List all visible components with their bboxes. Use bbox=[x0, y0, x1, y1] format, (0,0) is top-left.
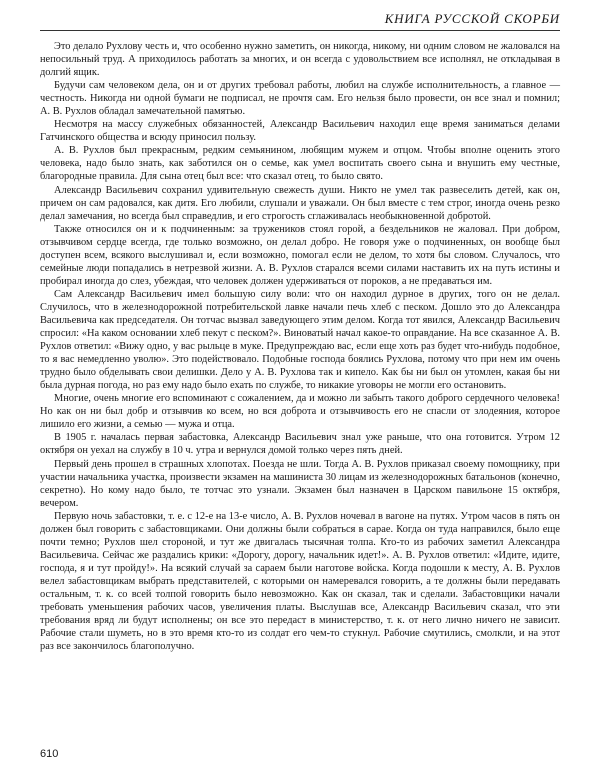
body-text bbox=[40, 40, 560, 653]
paragraph: Александр Васильевич сохранил удивительную свежесть души. Никто не умел так развеселить детей, как он, причем он сам радовался, как дитя. Его любили, слушали и уважали. Он был вместе с тем строг, иногда очень резко делал замечания, но всегда был справедлив, и его строгость сглаживалась необыкновенной добротой. bbox=[40, 184, 560, 222]
paragraph: Первый день прошел в страшных хлопотах. Поезда не шли. Тогда А. В. Рухлов приказал своему помощнику, при участии начальника участка, произвести экзамен на машиниста 30 лицам из железнодорожных батальонов (конечно, секретно). Но кому надо было, те тотчас это узнали. Экзамен был назначен в Царском павильоне 15 октября, вечером. bbox=[40, 458, 560, 509]
paragraph: В 1905 г. началась первая забастовка, Александр Васильевич знал уже раньше, что она готовится. Утром 12 октября он уехал на службу в 10 ч. утра и вернулся домой только через пять дней. bbox=[40, 432, 560, 457]
page-number: 610 bbox=[40, 748, 59, 760]
paragraph: Будучи сам человеком дела, он и от других требовал работы, любил на службе исполнительность, а главное — честность. Никогда ни одной бумаги не подписал, не прочтя сам. Его нельзя было провести, он все знал и помнил; А. В. Рухлов обладал замечательной памятью. bbox=[40, 80, 560, 118]
paragraph: Это делало Рухлову честь и, что особенно нужно заметить, он никогда, никому, ни одним словом не жаловался на непосильный труд. А приходилось работать за многих, и он всегда с удовольствием все исполнял, не откладывая в долгий ящик. bbox=[40, 41, 560, 79]
paragraph: Также относился он и к подчиненным: за тружеников стоял горой, а бездельников не жаловал. При добром, отзывчивом сердце всегда, где только возможно, он делал добро. Не говоря уже о подчиненных, он вообще был доступен всем, всякого выслушивал и, если возможно, помогал если не делом, то хотя бы словом. Случалось, что семейные люди попадались в нетрезвой жизни. А. В. Рухлов старался всеми силами наставить их на путь истины и пробирал иногда до слез, убеждая, что человек должен удерживаться от пороков, а не предаваться им. bbox=[40, 223, 560, 287]
running-header bbox=[40, 8, 560, 31]
paragraph: Первую ночь забастовки, т. е. с 12-е на 13-е число, А. В. Рухлов ночевал в вагоне на путях. Утром часов в пять он должен был говорить с забастовщиками. Они должны были собраться в сарае. Когда он туда направился, было еще почти темно; Рухлов шел стороной, и тут же двигалась тысячная толпа. Кто-то из рабочих заметил Александра Васильевича. Сейчас же раздались крики: «Дорогу, дорогу, начальник идет!». А. В. Рухлов ответил: «Идите, идите, господа, я и тут пройду!». На всякий случай за сараем были наготове войска. Когда подошли к месту, А. В. Рухлов велел забастовщикам выбрать представителей, с которыми он намеревался говорить, а те должны были передавать остальным, т. к. со всей толпой говорить было невозможно. Как он сказал, так и сделали. Забастовщики начали требовать уменьшения рабочих часов, увеличения платы. Выслушав все, Александр Васильевич сказал, что эти требования вряд ли будут исполнены; он все это передаст в министерство, т. к. от него лично ничего не зависит. Рабочие стали шуметь, но в это время кто-то из солдат его чем-то стукнул. Рабочие смутились, смолкли, и на этот раз все закончилось благополучно. bbox=[40, 510, 560, 653]
paragraph: Несмотря на массу служебных обязанностей, Александр Васильевич находил еще время заниматься делами Гатчинского общества и всюду приносил пользу. bbox=[40, 119, 560, 144]
paragraph: А. В. Рухлов был прекрасным, редким семьянином, любящим мужем и отцом. Чтобы вполне оценить этого человека, надо было знать, как заботился он о семье, как умел воспитать своего сына и внушить ему честные, благородные правила. Для сына отец был все: что сказал отец, то было свято. bbox=[40, 145, 560, 183]
running-title: КНИГА РУССКОЙ СКОРБИ bbox=[384, 11, 560, 26]
paragraph: Многие, очень многие его вспоминают с сожалением, да и можно ли забыть такого доброго сердечного человека! Но как он ни был добр и отзывчив ко всем, но вся доброта и отзывчивость его не спасли от злодеяния, которое лишило его жизни, а семью — мужа и отца. bbox=[40, 393, 560, 431]
paragraph: Сам Александр Васильевич имел большую силу воли: что он находил дурное в других, того он не делал. Случилось, что в железнодорожной потребительской лавке начали печь хлеб с песком. Дошло это до Александра Васильевича как председателя. Он тотчас вызвал заведующего этим делом. Когда тот явился, Александр Васильевич спросил: «На каком основании хлеб пекут с песком?». Виноватый начал какое-то оправдание. На все сказанное А. В. Рухлов ответил: «Вижу одно, у вас рыльце в муке. Предупреждаю вас, если еще хоть раз будет что-нибудь подобное, то я вас немедленно уволю». Это подействовало. Подобные господа боялись Рухлова, потому что при нем им очень трудно было обделывать свои делишки. Дело у А. В. Рухлова так и кипело. Как бы ни был он утомлен, какая бы ни была дурная погода, но раз ему надо было ехать по службе, то никакие уговоры не могли его остановить. bbox=[40, 288, 560, 392]
